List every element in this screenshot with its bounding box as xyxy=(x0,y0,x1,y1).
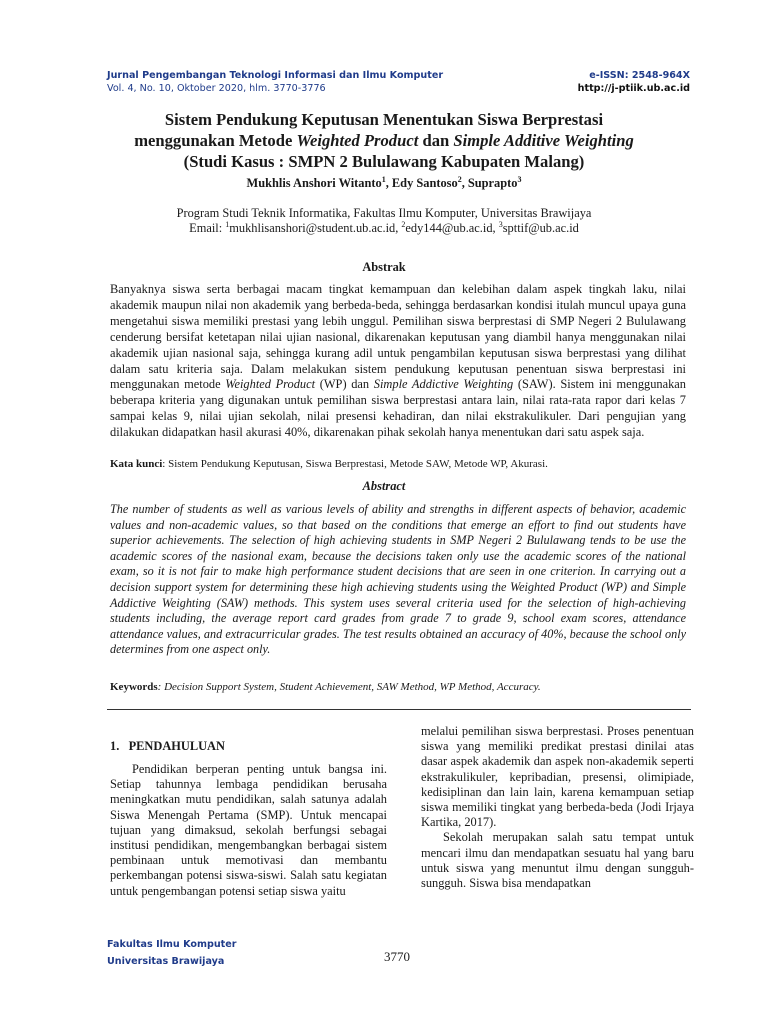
abstrak-text: (WP) dan xyxy=(315,377,374,392)
email-sup: 2 xyxy=(401,219,406,229)
abstract-body: The number of students as well as various levels of ability and strengths in different aspects of behavior, academic values and non-academic values, so that based on the conditions that emerge an effort to find out students have superior achievements. The selection of high achieving students in SMP Negeri 2 Bululawang tends to be use the academic scores of the nasional exam, because the decisions taken only use the academic scores of the national exam, so it is not fair to make high performance student decisions that are seen in one criterion. In carrying out a decision support system for determining these high achieving students using the Weighted Product (WP) and Simple Addictive Weighting (SAW) methods. This system uses several criteria used for the selection of high-achieving students including, the average report card grades from grade 7 to grade 9, school exam scores, attendance attendance values, and extracurricular grades. The test results obtained an accuracy of 40%, because the school only determines from one aspect only. xyxy=(110,502,686,657)
author: Mukhlis Anshori Witanto xyxy=(246,176,382,190)
emails xyxy=(60,221,708,236)
title-part: menggunakan Metode xyxy=(134,131,297,150)
email[interactable]: spttif@ub.ac.id xyxy=(502,221,579,235)
abstrak-text: (SAW). Sistem ini menggunakan beberapa kriteria yang digunakan untuk pemilihan siswa berprestasi antara lain, nilai rata-rata rapor dari kelas 7 sampai kelas 9, nilai ujian sekolah, nilai presensi kehadiran, dan nilai ekstrakulikuler. Dari pengujian yang dilakukan didapatkan hasil akurasi 40%, dikarenakan pihak sekolah hanya menentukan dari satu aspek saja. xyxy=(110,377,687,440)
keywords-label: Keywords xyxy=(110,681,158,693)
abstract-heading: Abstract xyxy=(362,479,406,493)
email-sup: 1 xyxy=(225,219,230,229)
left-column xyxy=(110,762,387,899)
email[interactable]: mukhlisanshori@student.ub.ac.id, xyxy=(229,221,402,235)
paragraph: Pendidikan berperan penting untuk bangsa ini. Setiap tahunnya lembaga pendidikan berusaha meningkatkan mutu pendidikan, salah satunya adalah Siswa Menengah Pertama (SMP). Untuk mencapai tujuan yang dimaksud, sekolah berfungsi sebagai institusi pendidikan, mengembangkan berbagai sistem pembinaan untuk memotivasi dan membantu perkembangan potensi siswa-siswi. Salah satu kegiatan untuk pengembangan potensi setiap siswa yaitu xyxy=(110,762,387,898)
issn: e-ISSN: 2548-964X xyxy=(589,70,690,81)
kata-kunci-text: : Sistem Pendukung Keputusan, Siswa Berprestasi, Metode SAW, Metode WP, Akurasi. xyxy=(162,458,548,470)
section-divider xyxy=(107,709,691,710)
email-sup: 3 xyxy=(498,219,503,229)
keywords-text: : Decision Support System, Student Achievement, SAW Method, WP Method, Accuracy. xyxy=(157,681,541,693)
institution: Program Studi Teknik Informatika, Fakultas Ilmu Komputer, Universitas Brawijaya xyxy=(176,206,592,220)
title-line-3: (Studi Kasus : SMPN 2 Bululawang Kabupaten Malang) xyxy=(183,152,585,171)
email[interactable]: edy144@ub.ac.id, xyxy=(405,221,499,235)
title-line-1: Sistem Pendukung Keputusan Menentukan Siswa Berprestasi xyxy=(164,110,604,129)
paper-title xyxy=(60,109,708,172)
email-label: Email: xyxy=(189,221,226,235)
volume-info: Vol. 4, No. 10, Oktober 2020, hlm. 3770-3776 xyxy=(107,83,326,94)
journal-name: Jurnal Pengembangan Teknologi Informasi dan Ilmu Komputer xyxy=(107,70,444,81)
kata-kunci xyxy=(110,457,686,471)
author-sup: 3 xyxy=(517,174,522,184)
author-sup: 2 xyxy=(457,174,462,184)
page-number: 3770 xyxy=(384,949,410,964)
author: , Suprapto xyxy=(461,176,518,190)
abstrak-italic: Weighted Product xyxy=(225,377,316,392)
title-line-2 xyxy=(60,130,708,151)
footer-faculty: Fakultas Ilmu Komputer xyxy=(107,939,237,950)
title-part-italic: Simple Additive Weighting xyxy=(453,131,634,150)
author-list xyxy=(60,176,708,191)
paragraph: Sekolah merupakan salah satu tempat untuk mencari ilmu dan mendapatkan sesuatu hal yang baru untuk siswa yang menuntut ilmu dengan sungguh-sungguh. Siswa bisa mendapatkan xyxy=(421,830,694,891)
title-part: dan xyxy=(418,131,454,150)
footer-university: Universitas Brawijaya xyxy=(107,956,225,967)
abstrak-body xyxy=(110,282,686,441)
abstrak-text: Banyaknya siswa serta berbagai macam tingkat kemampuan dan kelebihan dalam aspek tingkah laku, nilai akademik maupun nilai non akademik yang berbeda-beda, sehingga berdasarkan kondisi itulah muncul upaya guna mengetahui siswa memiliki prestasi yang lebih unggul. Pemilihan siswa berprestasi di SMP Negeri 2 Bululawang cenderung bersifat ketetapan nilai ujian nasional, dikarenakan keputusan yang diambil hanya menggunakan nilai akademik ujian nasional saja, sehingga kurang adil untuk pengambilan keputusan siswa berprestasi yang dilihat dalam satu kriteria saja. Dalam melakukan sistem pendukung keputusan penentuan siswa berprestasi ini menggunakan metode xyxy=(110,282,686,392)
keywords xyxy=(110,680,686,694)
journal-url[interactable]: http://j-ptiik.ub.ac.id xyxy=(577,83,690,94)
abstrak-heading: Abstrak xyxy=(362,260,406,274)
footer xyxy=(107,936,236,970)
author: , Edy Santoso xyxy=(385,176,458,190)
abstrak-italic: Simple Addictive Weighting xyxy=(373,377,514,392)
kata-kunci-label: Kata kunci xyxy=(110,458,163,470)
paragraph: melalui pemilihan siswa berprestasi. Proses penentuan siswa yang memiliki predikat prestasi dinilai atas dasar aspek akademik dan aspek non-akademik seperti ekstrakulikuler, kepribadian, presensi, olimipiade, kedisiplinan dan lain lain, karena kemampuan setiap siswa memiliki tingkat yang berbeda-beda (Jodi Irjaya Kartika, 2017). xyxy=(421,724,694,830)
section-heading: 1. PENDAHULUAN xyxy=(110,739,225,753)
right-column xyxy=(421,724,694,891)
affiliation xyxy=(60,206,708,236)
author-sup: 1 xyxy=(381,174,386,184)
running-header xyxy=(107,69,690,95)
title-part-italic: Weighted Product xyxy=(296,131,419,150)
